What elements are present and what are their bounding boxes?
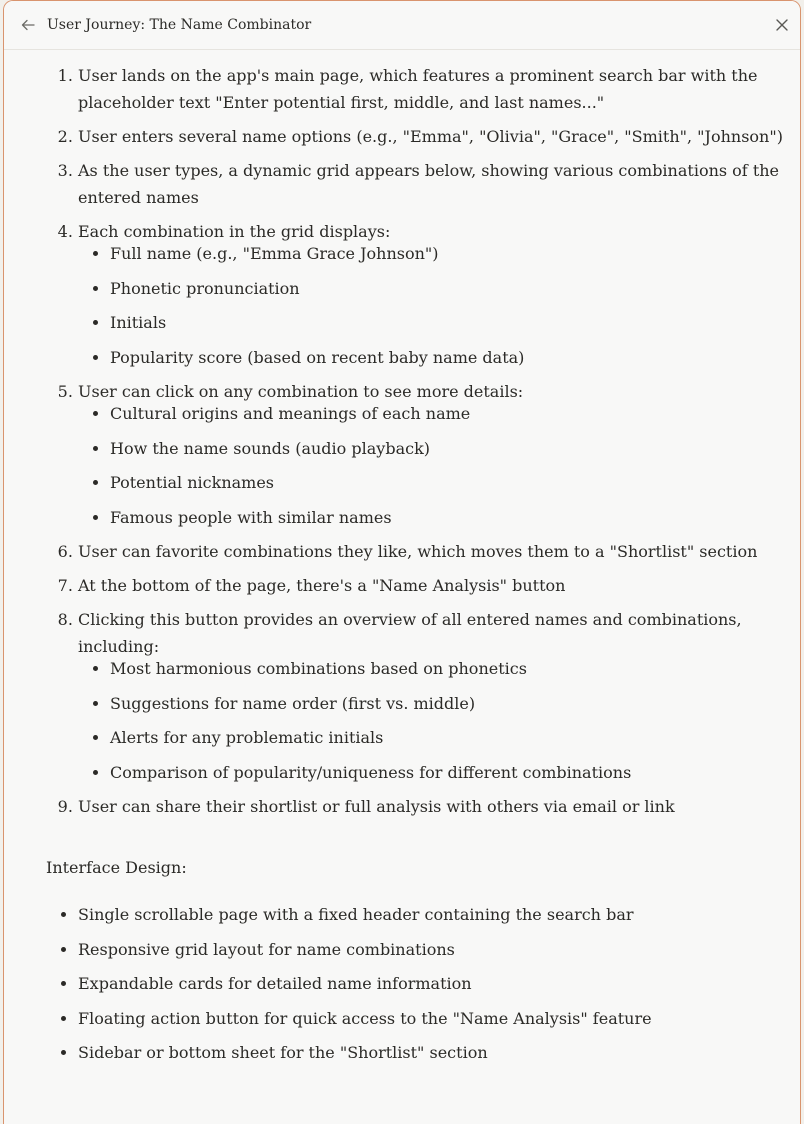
journey-step-text: User lands on the app's main page, which features a prominent search bar with the placeholder text "Enter potential first, middle, and last names..." — [78, 66, 758, 112]
interface-design-list — [4, 901, 800, 1066]
journey-step-text: At the bottom of the page, there's a "Name Analysis" button — [78, 576, 566, 595]
journey-step-text: Each combination in the grid displays: — [78, 222, 391, 241]
journey-substeps-list — [78, 655, 800, 786]
journey-step — [78, 218, 800, 371]
journey-substep: • Comparison of popularity/uniqueness for different combinations — [110, 759, 800, 786]
window-title: User Journey: The Name Combinator — [47, 17, 312, 33]
journey-step-text: Clicking this button provides an overview of all entered names and combinations, including: — [78, 610, 742, 656]
interface-design-item: • Responsive grid layout for name combinations — [78, 936, 800, 963]
journey-step — [78, 157, 800, 211]
interface-design-item: • Single scrollable page with a fixed header containing the search bar — [78, 901, 800, 928]
journey-step-text: As the user types, a dynamic grid appears below, showing various combinations of the entered names — [78, 161, 780, 207]
journey-substep: • Full name (e.g., "Emma Grace Johnson") — [110, 240, 800, 267]
interface-design-item: • Expandable cards for detailed name information — [78, 970, 800, 997]
journey-substep: • Famous people with similar names — [110, 504, 800, 531]
journey-step — [78, 572, 800, 599]
document-content — [4, 50, 800, 1074]
journey-substep: • Suggestions for name order (first vs. middle) — [110, 690, 800, 717]
journey-step — [78, 793, 800, 820]
journey-substep: • Alerts for any problematic initials — [110, 724, 800, 751]
journey-step-text: User enters several name options (e.g., "Emma", "Olivia", "Grace", "Smith", "Johnson") — [78, 127, 783, 146]
journey-substep: • Potential nicknames — [110, 469, 800, 496]
journey-substep: • How the name sounds (audio playback) — [110, 435, 800, 462]
journey-step-text: User can click on any combination to see more details: — [78, 382, 524, 401]
journey-step — [78, 538, 800, 565]
journey-steps-list — [4, 62, 800, 820]
interface-design-item: • Floating action button for quick access to the "Name Analysis" feature — [78, 1005, 800, 1032]
back-button[interactable] — [18, 15, 38, 35]
journey-substep: • Phonetic pronunciation — [110, 275, 800, 302]
journey-step-text: User can favorite combinations they like, which moves them to a "Shortlist" section — [78, 542, 758, 561]
journey-substeps-list — [78, 240, 800, 371]
close-button[interactable] — [772, 15, 792, 35]
journey-step — [78, 378, 800, 531]
journey-step — [78, 62, 800, 116]
artifact-window — [3, 0, 801, 1124]
journey-substep: • Cultural origins and meanings of each name — [110, 400, 800, 427]
journey-step-text: User can share their shortlist or full analysis with others via email or link — [78, 797, 675, 816]
journey-substep: • Most harmonious combinations based on phonetics — [110, 655, 800, 682]
journey-substep: • Popularity score (based on recent baby name data) — [110, 344, 800, 371]
journey-step — [78, 123, 800, 150]
journey-substep: • Initials — [110, 309, 800, 336]
close-icon — [775, 18, 789, 32]
arrow-left-icon — [20, 17, 36, 33]
interface-design-item: • Sidebar or bottom sheet for the "Shortlist" section — [78, 1039, 800, 1066]
interface-design-heading: Interface Design: — [46, 858, 187, 877]
journey-step — [78, 606, 800, 786]
journey-substeps-list — [78, 400, 800, 531]
window-header — [4, 1, 800, 50]
